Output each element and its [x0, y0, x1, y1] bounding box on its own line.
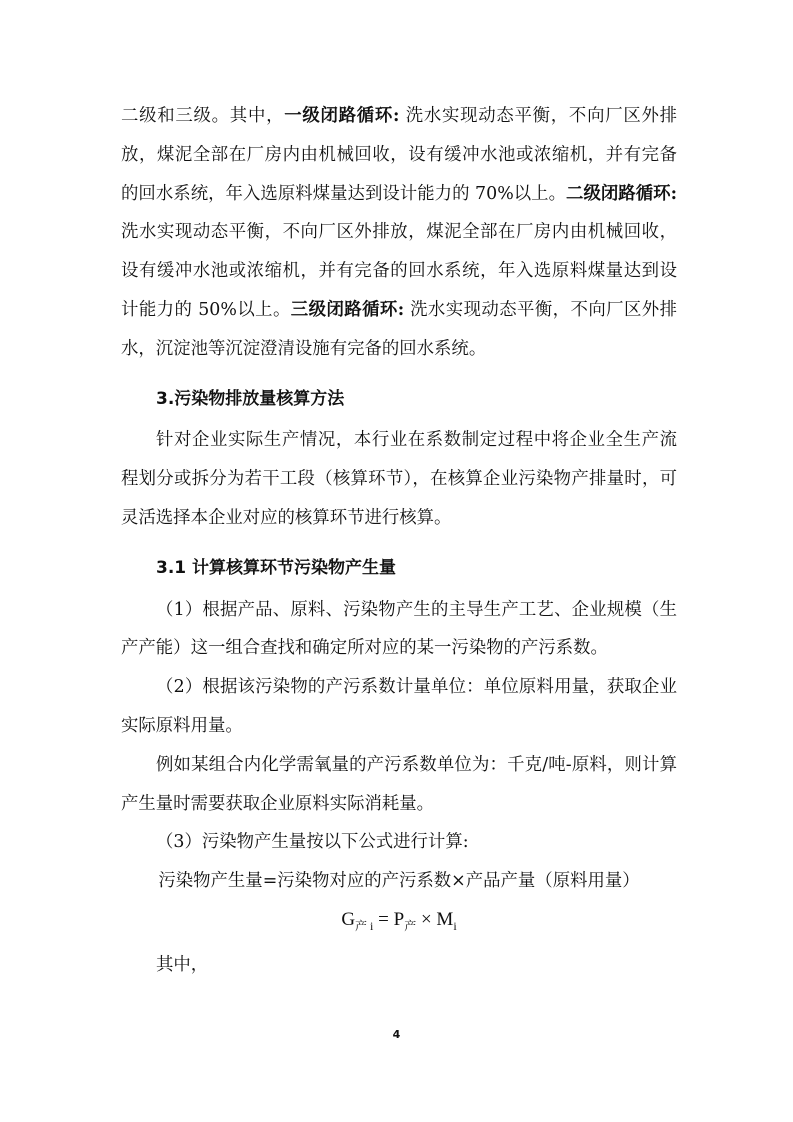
formula-m-subscript: i	[453, 918, 457, 933]
text-run: 二级和三级。其中，	[121, 106, 285, 126]
formula-p: P	[393, 908, 405, 930]
page-number: 4	[392, 1028, 401, 1041]
level1-closed-loop-term: 一级闭路循环:	[284, 106, 400, 126]
formula-g: G	[341, 908, 356, 930]
where-paragraph: 其中，	[156, 954, 209, 975]
text-run: 洗水实现动态平衡，不向厂区外排放，煤泥全部在厂房内由机械回收，设有缓冲水池或浓缩机，并有完备的回水系统，年入选原料煤量达到设计能力的 50%以上。	[121, 222, 677, 320]
item-3-paragraph: （3）污染物产生量按以下公式进行计算:	[156, 832, 469, 853]
level3-closed-loop-term: 三级闭路循环:	[290, 299, 405, 320]
text-run: 洗水实现动态平衡，不向厂区外排水，沉淀池等沉淀澄清设施有完备的回水系统。	[121, 299, 678, 359]
example-paragraph: 例如某组合内化学需氧量的产污系数单位为：千克/吨-原料，则计算产生量时需要获取企业原料实际消耗量。	[121, 754, 677, 814]
formula-text: 污染物产生量=污染物对应的产污系数×产品产量（原料用量）	[158, 871, 640, 892]
item-2-paragraph: （2）根据该污染物的产污系数计量单位：单位原料用量，获取企业实际原料用量。	[121, 677, 677, 736]
formula-equals: =	[373, 908, 394, 930]
section-3-1-heading: 3.1 计算核算环节污染物产生量	[156, 557, 397, 578]
body-text	[121, 97, 677, 984]
formula-times: ×	[416, 908, 437, 930]
item-1-paragraph: （1）根据产品、原料、污染物产生的主导生产工艺、企业规模（生产产能）这一组合查找和确定所对应的某一污染物的产污系数。	[121, 599, 677, 659]
level2-closed-loop-term: 二级闭路循环:	[566, 183, 678, 204]
formula-g-subscript: 产 i	[355, 918, 374, 933]
closed-loop-paragraph	[121, 97, 677, 369]
text-run: 洗水实现动态平衡，不向厂区外排放，煤泥全部在厂房内由机械回收，设有缓冲水池或浓缩机，并有完备的回水系统，年入选原料煤量达到设计能力的 70%以上。	[121, 106, 677, 204]
formula-m: M	[436, 908, 454, 930]
section-3-paragraph: 针对企业实际生产情况，本行业在系数制定过程中将企业全生产流程划分或拆分为若干工段（核算环节），在核算企业污染物产排量时，可灵活选择本企业对应的核算环节进行核算。	[121, 430, 677, 528]
section-3-heading: 3.污染物排放量核算方法	[156, 388, 345, 409]
formula-p-subscript: 产	[404, 918, 417, 933]
formula-equation	[121, 901, 677, 946]
